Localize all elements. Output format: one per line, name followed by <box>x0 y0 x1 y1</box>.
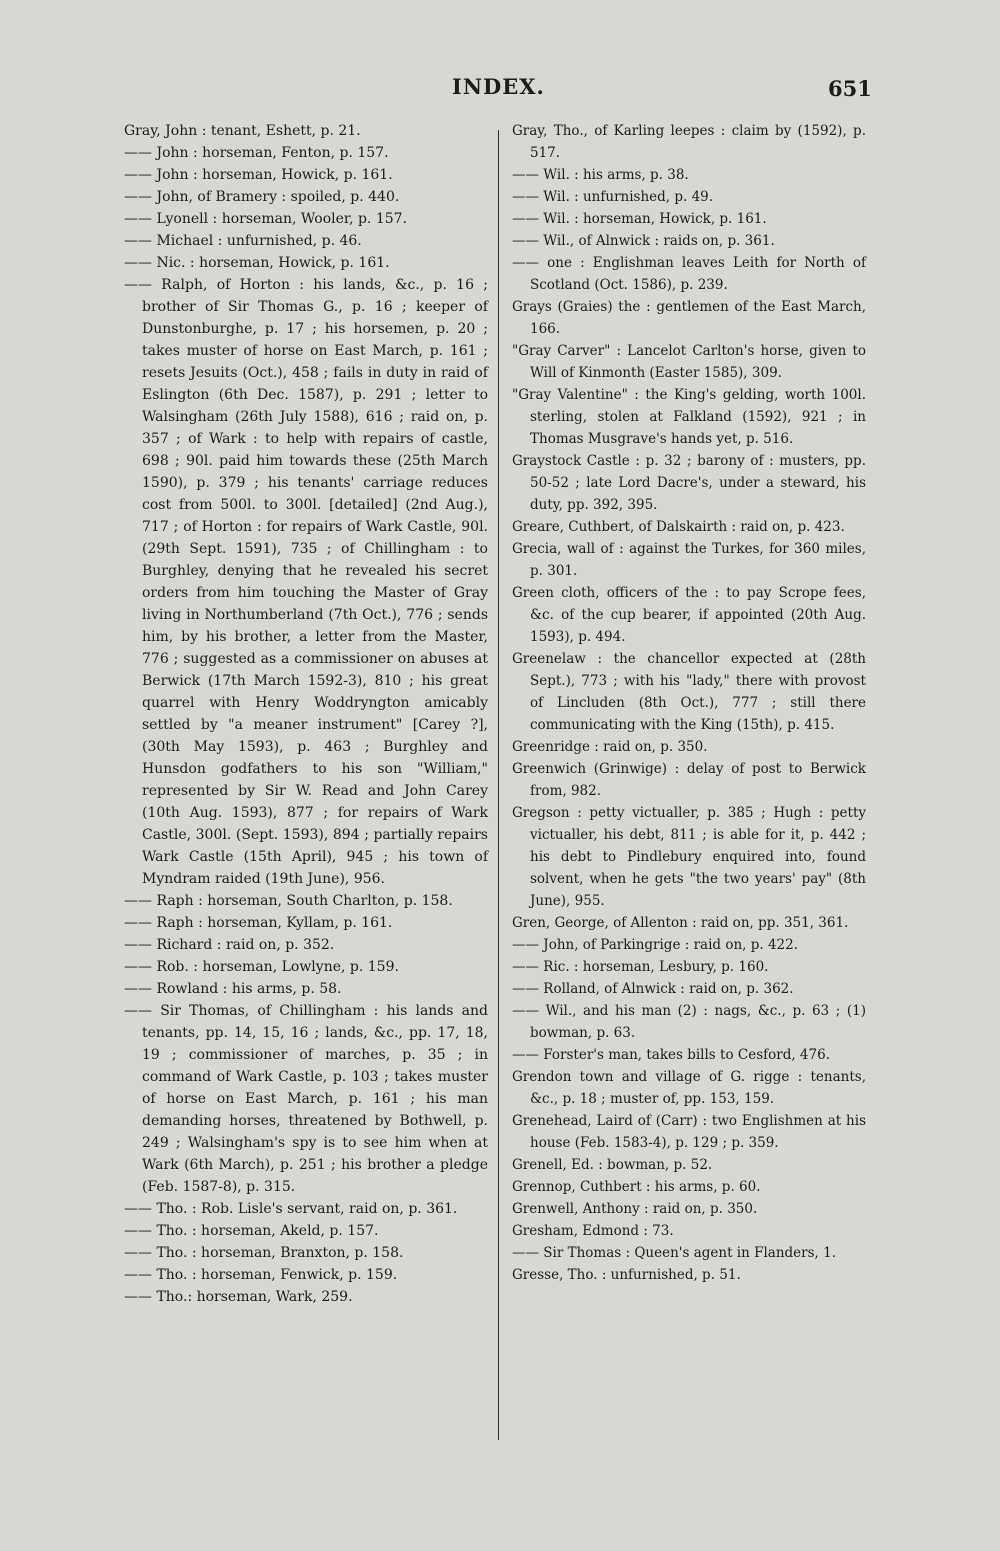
index-entry: Green cloth, officers of the : to pay Scrope fees, &c. of the cup bearer, if appointed (20th Aug. 1593), p. 494. <box>512 585 866 645</box>
index-entry: —— Sir Thomas : Queen's agent in Flanders, 1. <box>512 1245 836 1261</box>
index-entry: —— John, of Parkingrige : raid on, p. 422. <box>512 937 799 953</box>
page-number: 651 <box>828 76 872 101</box>
index-entry: —— Rowland : his arms, p. 58. <box>124 981 342 997</box>
index-entry: "Gray Carver" : Lancelot Carlton's horse, given to Will of Kinmonth (Easter 1585), 309. <box>512 343 866 381</box>
index-entry: Grays (Graies) the : gentlemen of the East March, 166. <box>512 299 866 337</box>
index-entry: "Gray Valentine" : the King's gelding, worth 100l. sterling, stolen at Falkland (1592), 921 ; in Thomas Musgrave's hands yet, p. 516. <box>512 387 866 447</box>
index-entry: —— Tho. : Rob. Lisle's servant, raid on, p. 361. <box>124 1201 458 1217</box>
column-divider <box>498 130 499 1440</box>
index-entry: —— Raph : horseman, South Charlton, p. 158. <box>124 893 453 909</box>
index-entry: Greenwich (Grinwige) : delay of post to Berwick from, 982. <box>512 761 866 799</box>
index-entry: —— Michael : unfurnished, p. 46. <box>124 233 362 249</box>
page-title: INDEX. <box>452 74 545 99</box>
index-entry: —— Raph : horseman, Kyllam, p. 161. <box>124 915 393 931</box>
index-entry: —— one : Englishman leaves Leith for North of Scotland (Oct. 1586), p. 239. <box>512 255 866 293</box>
index-entry: Gregson : petty victualler, p. 385 ; Hugh : petty victualler, his debt, 811 ; is able for it, p. 442 ; his debt to Pindlebury enquired into, found solvent, when he gets "the two years' pay" (8th June), 955. <box>512 805 866 909</box>
index-entry: —— Tho.: horseman, Wark, 259. <box>124 1289 353 1305</box>
index-entry: —— Ric. : horseman, Lesbury, p. 160. <box>512 959 769 975</box>
index-entry: —— Wil. : unfurnished, p. 49. <box>512 189 714 205</box>
index-entry: —— Rob. : horseman, Lowlyne, p. 159. <box>124 959 399 975</box>
index-entry: —— Nic. : horseman, Howick, p. 161. <box>124 255 390 271</box>
index-entry: Grecia, wall of : against the Turkes, for 360 miles, p. 301. <box>512 541 866 579</box>
index-entry: Gray, John : tenant, Eshett, p. 21. <box>124 123 361 139</box>
index-entry: Grenell, Ed. : bowman, p. 52. <box>512 1157 713 1173</box>
index-entry: —— John : horseman, Fenton, p. 157. <box>124 145 389 161</box>
index-entry: —— Richard : raid on, p. 352. <box>124 937 335 953</box>
index-entry: —— Wil., of Alnwick : raids on, p. 361. <box>512 233 775 249</box>
index-entry: Greenridge : raid on, p. 350. <box>512 739 708 755</box>
index-entry: —— Forster's man, takes bills to Cesford, 476. <box>512 1047 830 1063</box>
index-entry: —— Tho. : horseman, Fenwick, p. 159. <box>124 1267 398 1283</box>
index-entry: Greenelaw : the chancellor expected at (28th Sept.), 773 ; with his "lady," there with provost of Lincluden (8th Oct.), 777 ; still there communicating with the King (15th), p. 415. <box>512 651 866 733</box>
index-entry: —— Wil., and his man (2) : nags, &c., p. 63 ; (1) bowman, p. 63. <box>512 1003 866 1041</box>
index-entry: —— Rolland, of Alnwick : raid on, p. 362. <box>512 981 794 997</box>
index-entry: —— Lyonell : horseman, Wooler, p. 157. <box>124 211 408 227</box>
index-entry: Grennop, Cuthbert : his arms, p. 60. <box>512 1179 761 1195</box>
index-entry: Gren, George, of Allenton : raid on, pp. 351, 361. <box>512 915 849 931</box>
index-entry: —— Tho. : horseman, Branxton, p. 158. <box>124 1245 404 1261</box>
index-entry: —— Ralph, of Horton : his lands, &c., p. 16 ; brother of Sir Thomas G., p. 16 ; keeper of Dunstonburghe, p. 17 ; his horsemen, p. 20 ; takes muster of horse on East March, p. 161 ; resets Jesuits (Oct.), 458 ; fails in duty in raid of Eslington (6th Dec. 1587), p. 291 ; letter to Walsingham (26th July 1588), 616 ; raid on, p. 357 ; of Wark : to help with repairs of castle, 698 ; 90l. paid him towards these (25th March 1590), p. 379 ; his tenants' carriage reduces cost from 500l. to 300l. [detailed] (2nd Aug.), 717 ; of Horton : for repairs of Wark Castle, 90l. (29th Sept. 1591), 735 ; of Chillingham : to Burghley, denying that he revealed his secret orders from him touching the Master of Gray living in Northumberland (7th Oct.), 776 ; sends him, by his brother, a letter from the Master, 776 ; suggested as a commissioner on abuses at Berwick (17th March 1592-3), 810 ; his great quarrel with Henry Woddryngton amicably settled by "a meaner instrument" [Carey ?], (30th May 1593), p. 463 ; Burghley and Hunsdon godfathers to his son "William," represented by Sir W. Read and John Carey (10th Aug. 1593), 877 ; for repairs of Wark Castle, 300l. (Sept. 1593), 894 ; partially repairs Wark Castle (15th April), 945 ; his town of Myndram raided (19th June), 956. <box>124 277 488 887</box>
index-entry: Gresham, Edmond : 73. <box>512 1223 674 1239</box>
index-entry: Gresse, Tho. : unfurnished, p. 51. <box>512 1267 741 1283</box>
index-entry: Greare, Cuthbert, of Dalskairth : raid on, p. 423. <box>512 519 845 535</box>
right-column <box>512 120 866 1286</box>
index-entry: Grendon town and village of G. rigge : tenants, &c., p. 18 ; muster of, pp. 153, 159. <box>512 1069 866 1107</box>
index-entry: —— Sir Thomas, of Chillingham : his lands and tenants, pp. 14, 15, 16 ; lands, &c., pp. 17, 18, 19 ; commissioner of marches, p. 35 ; in command of Wark Castle, p. 103 ; takes muster of horse on East March, p. 161 ; his man demanding horses, threatened by Bothwell, p. 249 ; Walsingham's spy is to see him when at Wark (6th March), p. 251 ; his brother a pledge (Feb. 1587-8), p. 315. <box>124 1003 488 1195</box>
index-entry: —— Tho. : horseman, Akeld, p. 157. <box>124 1223 379 1239</box>
index-entry: —— Wil. : horseman, Howick, p. 161. <box>512 211 767 227</box>
index-entry: —— John, of Bramery : spoiled, p. 440. <box>124 189 400 205</box>
index-entry: —— Wil. : his arms, p. 38. <box>512 167 689 183</box>
left-column <box>124 120 488 1308</box>
index-entry: Grenehead, Laird of (Carr) : two Englishmen at his house (Feb. 1583-4), p. 129 ; p. 359. <box>512 1113 866 1151</box>
index-entry: —— John : horseman, Howick, p. 161. <box>124 167 393 183</box>
index-entry: Graystock Castle : p. 32 ; barony of : musters, pp. 50-52 ; late Lord Dacre's, under a steward, his duty, pp. 392, 395. <box>512 453 866 513</box>
index-entry: Grenwell, Anthony : raid on, p. 350. <box>512 1201 758 1217</box>
index-entry: Gray, Tho., of Karling leepes : claim by (1592), p. 517. <box>512 123 866 161</box>
